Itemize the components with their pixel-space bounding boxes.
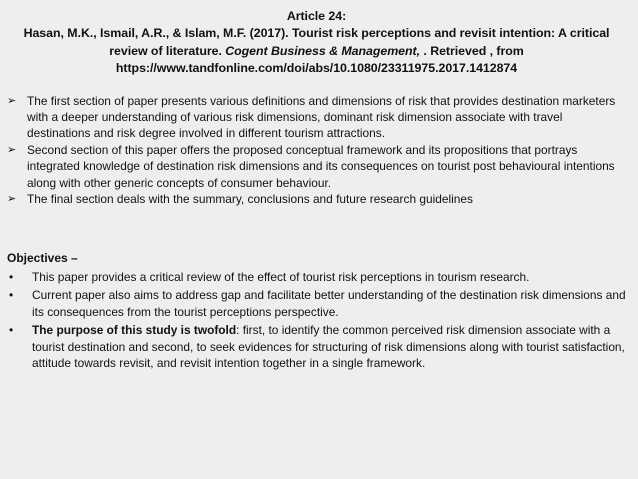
objective-text: : first, to identify the common perceived risk dimension associate with a tourist destination and second, to seek evidences for structuring of risk dimensions along with tourist satisfaction, attitude towards revisit, and revisit intention together in a single framework. [32,323,625,370]
objectives-heading: Objectives – [7,251,78,266]
list-item [7,269,626,285]
list-item [7,191,626,207]
objective-text: Current paper also aims to address gap and facilitate better understanding of the destination risk dimensions and its consequences from the tourist perceptions perspective. [32,288,626,319]
arrow-bullet-icon: ➢ [7,94,17,107]
section-text: The first section of paper presents various definitions and dimensions of risk that provides destination marketers with a deeper understanding of various risk dimensions, dominant risk dimension associate with travel destinations and risk degree involved in different tourism attractions. [27,93,616,141]
section-text: The final section deals with the summary, conclusions and future research guidelines [27,192,473,207]
list-item [7,322,626,371]
citation-retrieved: . Retrieved , from [423,43,524,58]
article-number: Article 24: [286,9,347,23]
list-item [7,287,626,320]
sections-list [7,93,626,208]
article-header [7,8,626,78]
citation-journal: Cogent Business & Management, [225,43,424,58]
arrow-bullet-icon: ➢ [7,143,17,156]
list-item [7,142,626,191]
citation-url[interactable]: https://www.tandfonline.com/doi/abs/10.1080/23311975.2017.1412874 [115,61,518,76]
objective-text: This paper provides a critical review of the effect of tourist risk perceptions in tourism research. [32,269,530,284]
list-item [7,93,626,142]
citation-authors: Hasan, M.K., Ismail, A.R., & Islam, M.F. (2017). Tourist risk perceptions and revisit intention: A critical review of literature. [23,26,610,58]
section-text: Second section of this paper offers the proposed conceptual framework and its propositions that portrays integrated knowledge of destination risk dimensions and its consequences on tourist post behavioural intentions along with other generic concepts of consumer behaviour. [27,142,615,190]
objective-bold-prefix: The purpose of this study is twofold [32,323,237,338]
arrow-bullet-icon: ➢ [7,193,17,206]
bullet-icon: • [9,323,14,338]
bullet-icon: • [9,269,14,284]
objectives-list [7,269,626,371]
article-citation [7,25,626,60]
bullet-icon: • [9,288,14,303]
